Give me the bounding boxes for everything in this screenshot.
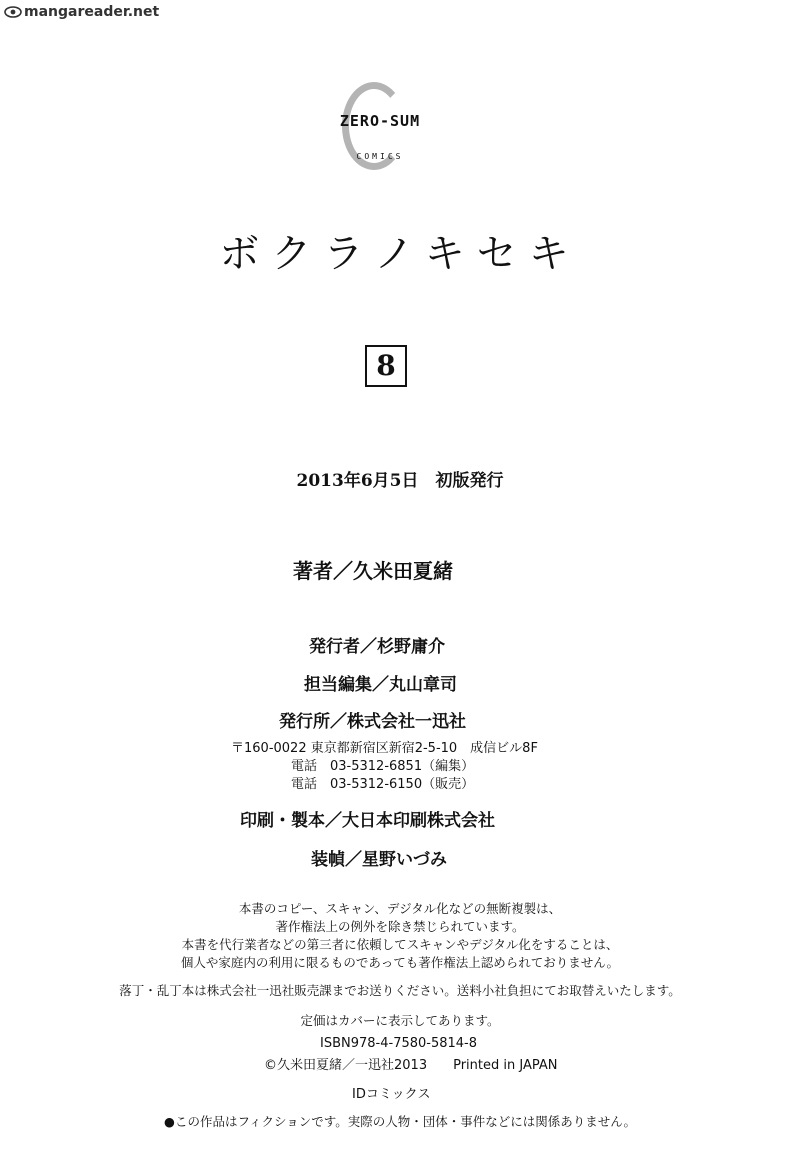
defect-notice: 落丁・乱丁本は株式会社一迅社販売課までお送りください。送料小社負担にてお取替えいたします。 xyxy=(119,983,681,998)
notice-line-4: 個人や家庭内の利用に限るものであっても著作権法上認められておりません。 xyxy=(180,955,620,970)
phone-sales-line: 電話 03-5312-6150（販売） xyxy=(291,777,475,792)
isbn: ISBN978-4-7580-5814-8 xyxy=(320,1036,478,1051)
logo-line2: COMICS xyxy=(356,152,404,161)
zero-sum-comics-logo xyxy=(320,82,440,182)
fiction-notice: ●この作品はフィクションです。実際の人物・団体・事件などには関係ありません。 xyxy=(164,1114,636,1129)
notice-line-3: 本書を代行業者などの第三者に依頼してスキャンやデジタル化をすることは、 xyxy=(181,937,619,952)
publication-date: 2013年6月5日 初版発行 xyxy=(296,471,504,491)
phone-editorial-line: 電話 03-5312-6851（編集） xyxy=(291,759,475,774)
publisher-person-line: 発行者／杉野庸介 xyxy=(309,637,445,657)
watermark xyxy=(4,4,159,20)
printing-line: 印刷・製本／大日本印刷株式会社 xyxy=(240,811,495,831)
price-notice: 定価はカバーに表示してあります。 xyxy=(300,1013,500,1028)
volume-number: 8 xyxy=(365,345,407,387)
watermark-text: mangareader.net xyxy=(24,4,160,20)
address-line: 〒160-0022 東京都新宿区新宿2-5-10 成信ビル8F xyxy=(231,741,538,756)
publishing-house-line: 発行所／株式会社一迅社 xyxy=(279,712,466,732)
author-line: 著者／久米田夏緒 xyxy=(293,559,453,583)
copyright: ©久米田夏緒／一迅社2013 Printed in JAPAN xyxy=(264,1058,558,1073)
notice-line-1: 本書のコピー、スキャン、デジタル化などの無断複製は、 xyxy=(238,901,562,916)
eye-logo-icon xyxy=(4,6,22,18)
book-title: ボクラノキセキ xyxy=(219,231,581,277)
logo-line1: ZERO-SUM xyxy=(339,112,421,130)
notice-line-2: 著作権法上の例外を除き禁じられています。 xyxy=(275,919,525,934)
editor-line: 担当編集／丸山章司 xyxy=(304,675,457,695)
imprint: IDコミックス xyxy=(352,1087,431,1102)
design-line: 装幀／星野いづみ xyxy=(311,850,447,870)
